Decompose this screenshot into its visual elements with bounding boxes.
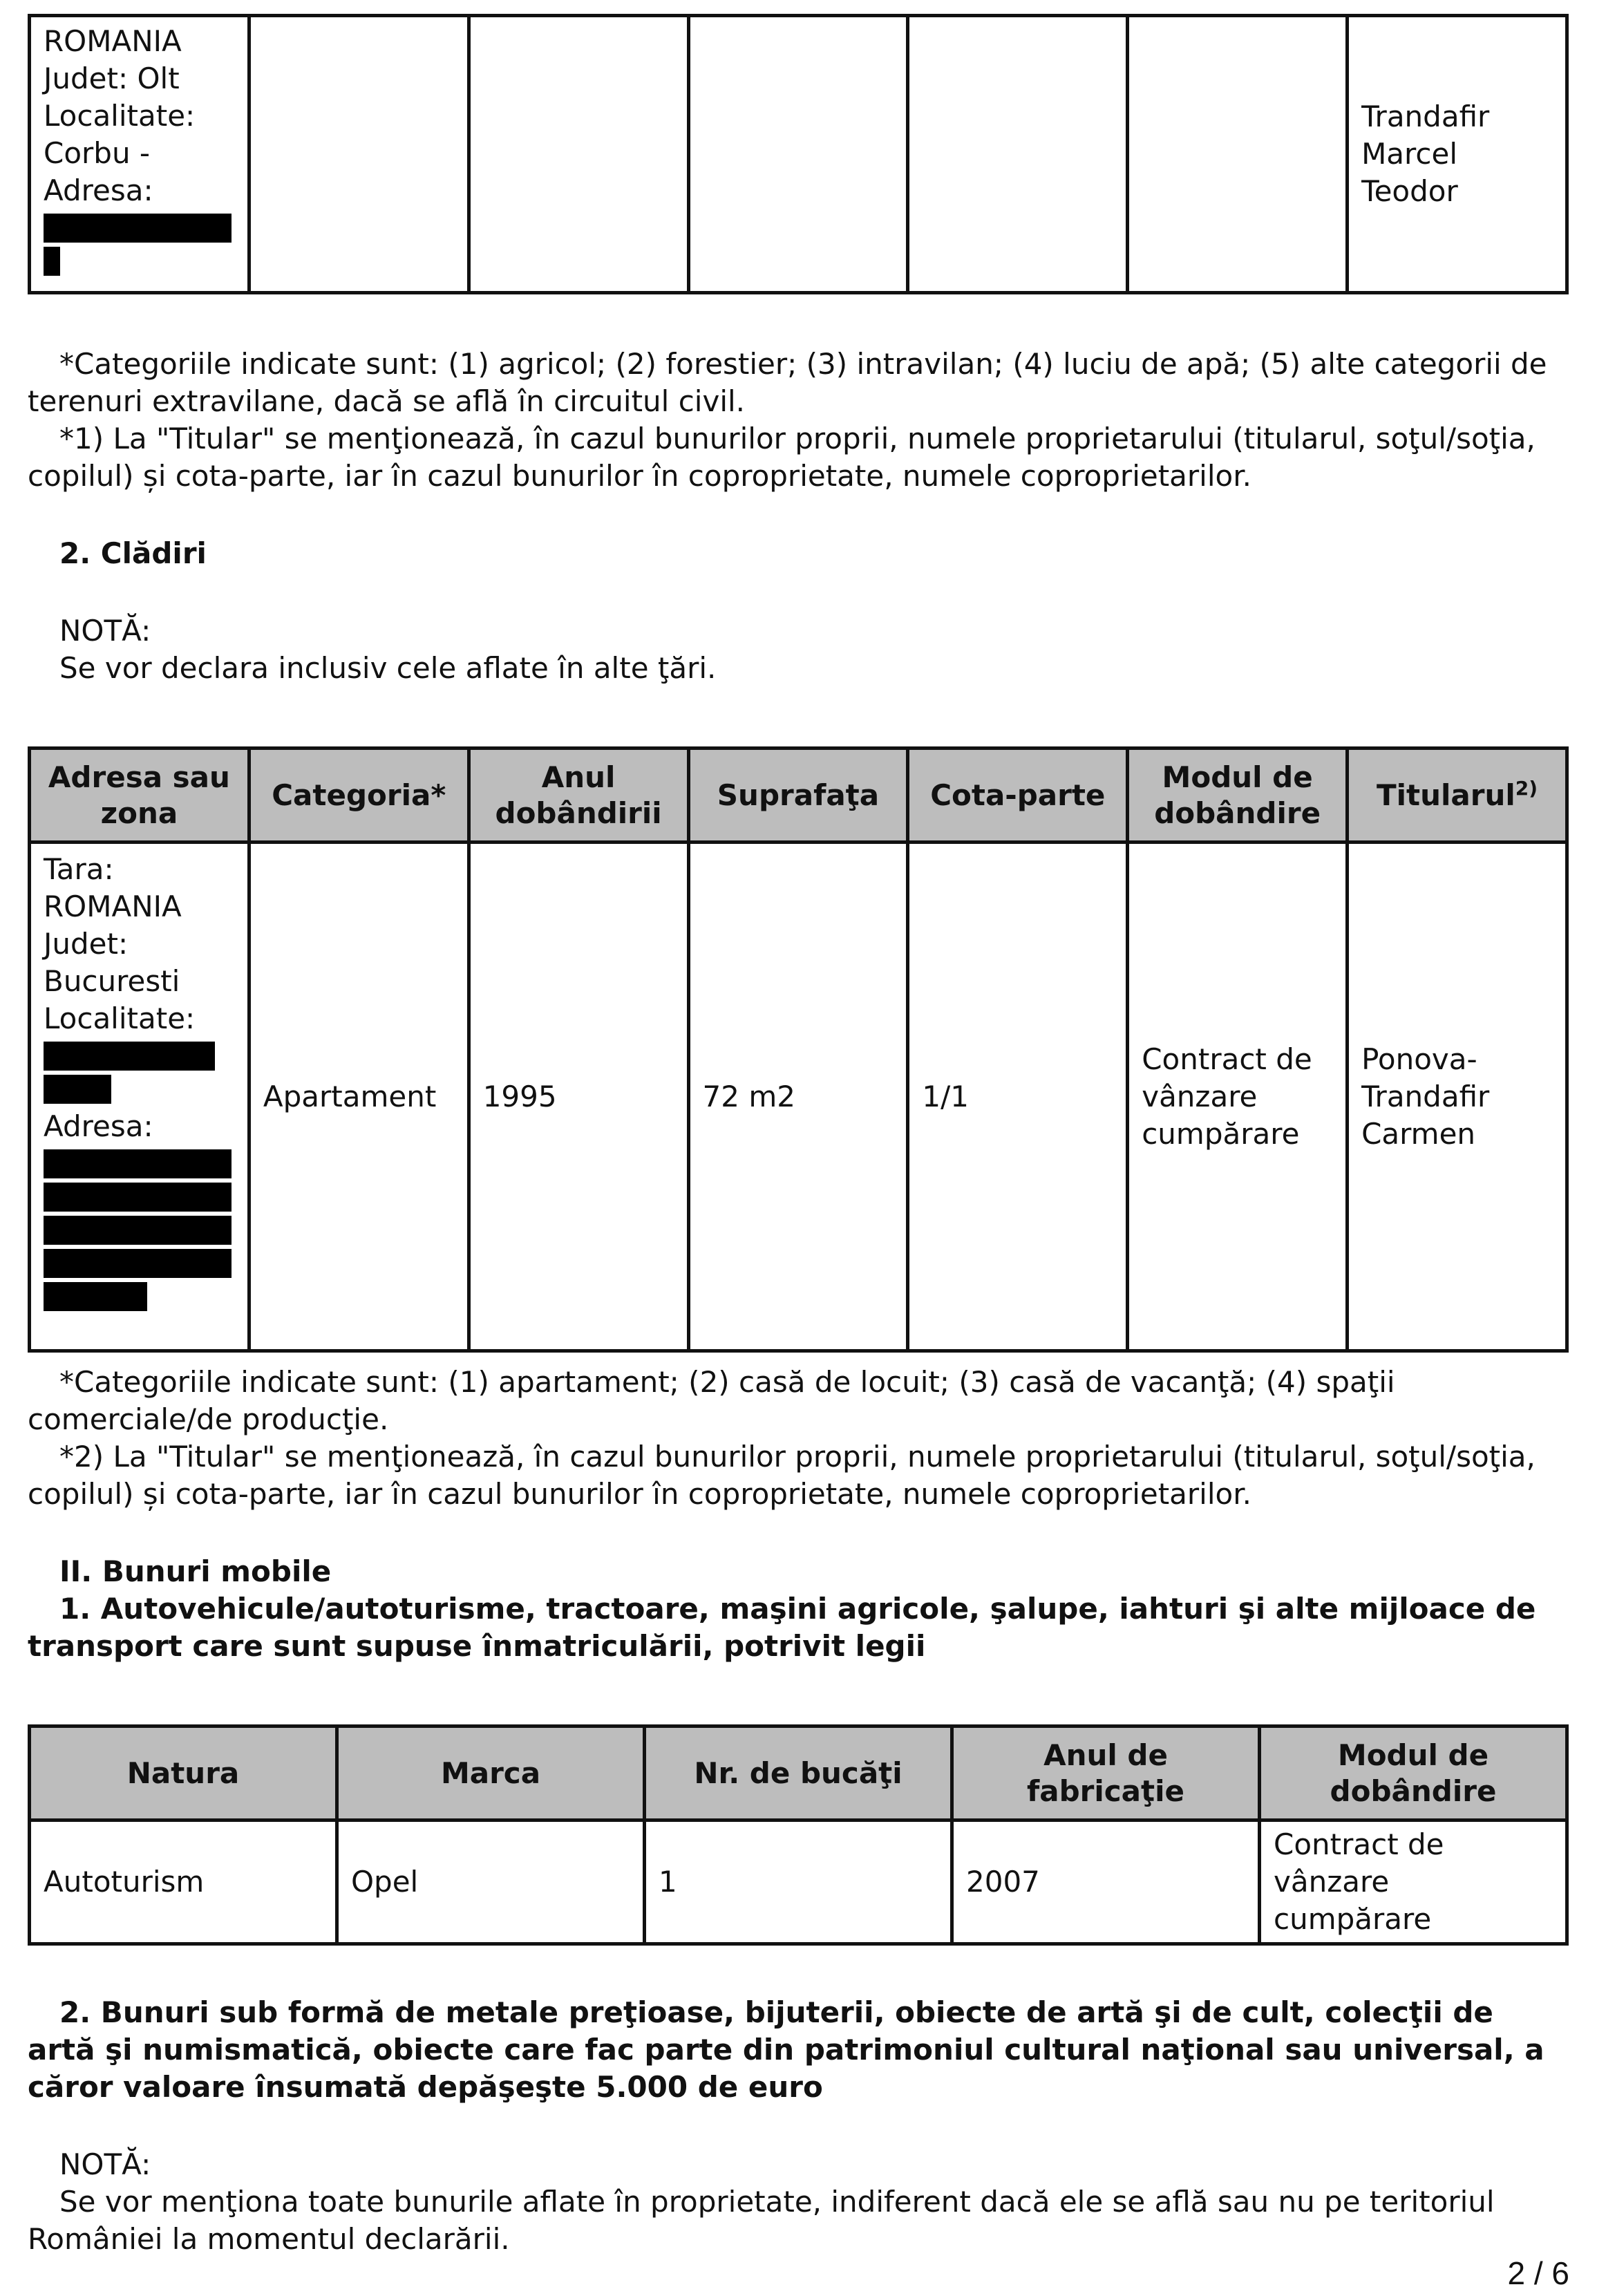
- anul-fabricatie-cell: 2007: [952, 1820, 1260, 1944]
- land-table-continuation: [28, 14, 1569, 294]
- footnote-marker: 2): [1515, 776, 1538, 800]
- section-heading-mobile: II. Bunuri mobile: [59, 1554, 332, 1588]
- land-empty-cell: [1128, 16, 1348, 293]
- buildings-titular-note: *2) La "Titular" se menţionează, în cazul bunurilor proprii, numele proprietarului (titularul, soţul/soţia, copilul) și cota-parte, iar în cazul bunurilor în coproprietate, numele coproprietarilor.: [28, 1440, 1535, 1511]
- titular-line: Teodor: [1361, 174, 1458, 208]
- marca-cell: Opel: [337, 1820, 645, 1944]
- column-header-titular: [1348, 749, 1567, 843]
- nota-text: Se vor menţiona toate bunurile aflate în proprietate, indiferent dacă ele se află sau nu pe teritoriul României la momentul declarării.: [28, 2185, 1495, 2256]
- modul-dobandire-cell: Contract de vânzare cumpărare: [1260, 1820, 1567, 1944]
- nota-text: Se vor declara inclusiv cele aflate în alte ţări.: [59, 651, 717, 685]
- address-line: ROMANIA: [44, 890, 182, 923]
- column-header: Anul de fabricaţie: [952, 1726, 1260, 1820]
- redaction-block: [44, 247, 60, 276]
- land-empty-cell: [688, 16, 908, 293]
- redaction-block: [44, 1042, 215, 1071]
- titular-line: Trandafir: [1361, 100, 1490, 133]
- cota-cell: 1/1: [908, 843, 1128, 1351]
- address-line: ROMANIA: [44, 24, 182, 58]
- address-line: Localitate:: [44, 99, 196, 133]
- subsection-heading-metale: 2. Bunuri sub formă de metale preţioase, bijuterii, obiecte de artă şi de cult, colecţii de artă şi numismatică, obiecte care fac parte din patrimoniul cultural naţional sau universal, a căror valoare însumată depăşeşte 5.000 de euro: [28, 1995, 1544, 2104]
- land-empty-cell: [249, 16, 469, 293]
- land-titular-note: *1) La "Titular" se menţionează, în cazul bunurilor proprii, numele proprietarului (titularul, soţul/soţia, copilul) și cota-parte, iar în cazul bunurilor în coproprietate, numele coproprietarilor.: [28, 422, 1535, 493]
- address-line: Judet: Olt: [44, 62, 180, 95]
- land-categories-note: *Categoriile indicate sunt: (1) agricol; (2) forestier; (3) intravilan; (4) luciu de apă; (5) alte categorii de terenuri extravilane, dacă se află în circuitul civil.: [28, 347, 1547, 418]
- page-number: 2 / 6: [1507, 2255, 1569, 2291]
- redaction-block: [44, 1149, 231, 1178]
- modul-cell: Contract de vânzare cumpărare: [1128, 843, 1348, 1351]
- bucati-cell: 1: [645, 1820, 952, 1944]
- column-header: Adresa sau zona: [30, 749, 249, 843]
- document-page: [28, 14, 1569, 2258]
- suprafata-cell: 72 m2: [688, 843, 908, 1351]
- vehicles-table: [28, 1724, 1569, 1946]
- titular-header-text: Titularul: [1377, 778, 1515, 812]
- column-header: Modul de dobândire: [1128, 749, 1348, 843]
- natura-cell: Autoturism: [30, 1820, 337, 1944]
- table-header-row: [30, 749, 1567, 843]
- redaction-block: [44, 1075, 111, 1104]
- building-address-cell: [30, 843, 249, 1351]
- address-line: Tara:: [44, 852, 114, 886]
- nota-label: NOTĂ:: [59, 614, 151, 648]
- redaction-block: [44, 1249, 231, 1278]
- address-line: Adresa:: [44, 173, 153, 207]
- column-header: Marca: [337, 1726, 645, 1820]
- address-line: Judet:: [44, 927, 129, 961]
- nota-label: NOTĂ:: [59, 2147, 151, 2181]
- column-header: Categoria*: [249, 749, 469, 843]
- column-header: Suprafaţa: [688, 749, 908, 843]
- column-header: Anul dobândirii: [469, 749, 688, 843]
- buildings-categories-note: *Categoriile indicate sunt: (1) apartament; (2) casă de locuit; (3) casă de vacanţă; (4) spaţii comerciale/de producţie.: [28, 1365, 1395, 1436]
- redaction-block: [44, 214, 231, 243]
- land-address-cell: [30, 16, 249, 293]
- address-line: Localitate:: [44, 1001, 196, 1035]
- subsection-heading-vehicles: 1. Autovehicule/autoturisme, tractoare, maşini agricole, şalupe, iahturi şi alte mijloace de transport care sunt supuse înmatriculării, potrivit legii: [28, 1592, 1536, 1663]
- buildings-table: [28, 746, 1569, 1353]
- titular-line: Marcel: [1361, 137, 1457, 171]
- table-row: [30, 843, 1567, 1351]
- land-empty-cell: [908, 16, 1128, 293]
- land-empty-cell: [469, 16, 688, 293]
- address-line: Bucuresti: [44, 964, 180, 998]
- column-header: Cota-parte: [908, 749, 1128, 843]
- table-row: [30, 1820, 1567, 1944]
- column-header: Modul de dobândire: [1260, 1726, 1567, 1820]
- table-row: [30, 16, 1567, 293]
- categoria-cell: Apartament: [249, 843, 469, 1351]
- anul-cell: 1995: [469, 843, 688, 1351]
- titular-cell: Ponova-Trandafir Carmen: [1348, 843, 1567, 1351]
- column-header: Nr. de bucăţi: [645, 1726, 952, 1820]
- redaction-block: [44, 1183, 231, 1212]
- section-heading-cladiri: 2. Clădiri: [59, 536, 207, 570]
- address-line: Corbu -: [44, 136, 151, 170]
- column-header: Natura: [30, 1726, 337, 1820]
- table-header-row: [30, 1726, 1567, 1820]
- redaction-block: [44, 1216, 231, 1245]
- redaction-block: [44, 1282, 147, 1311]
- address-line: Adresa:: [44, 1109, 153, 1143]
- land-titular-cell: [1348, 16, 1567, 293]
